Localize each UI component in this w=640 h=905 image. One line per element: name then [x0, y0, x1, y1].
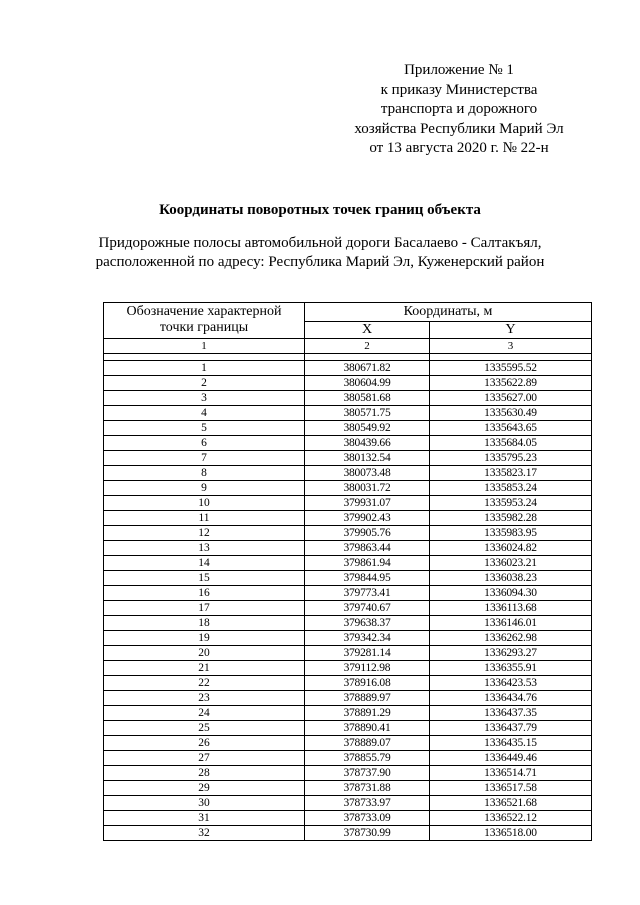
y-coordinate-cell: 1335795.23 — [430, 451, 592, 466]
x-coordinate-cell: 380132.54 — [305, 451, 430, 466]
y-coordinate-cell: 1335630.49 — [430, 406, 592, 421]
y-coordinate-cell: 1336355.91 — [430, 661, 592, 676]
point-number-cell: 6 — [104, 436, 305, 451]
point-number-cell: 20 — [104, 646, 305, 661]
y-coordinate-cell: 1335595.52 — [430, 361, 592, 376]
y-coordinate-cell: 1335953.24 — [430, 496, 592, 511]
y-coordinate-cell: 1336435.15 — [430, 736, 592, 751]
point-number-cell: 15 — [104, 571, 305, 586]
x-coordinate-cell: 379931.07 — [305, 496, 430, 511]
point-number-cell: 11 — [104, 511, 305, 526]
separator-cell — [305, 354, 430, 361]
point-number-cell: 30 — [104, 796, 305, 811]
x-coordinate-cell: 378733.97 — [305, 796, 430, 811]
table-row — [104, 691, 592, 706]
point-number-cell: 16 — [104, 586, 305, 601]
point-number-cell: 8 — [104, 466, 305, 481]
point-number-cell: 1 — [104, 361, 305, 376]
point-column-header — [104, 303, 305, 339]
point-number-cell: 14 — [104, 556, 305, 571]
y-coordinate-cell: 1335853.24 — [430, 481, 592, 496]
column-number: 3 — [430, 339, 592, 354]
point-number-cell: 4 — [104, 406, 305, 421]
table-row — [104, 661, 592, 676]
x-coordinate-cell: 379861.94 — [305, 556, 430, 571]
point-number-cell: 18 — [104, 616, 305, 631]
x-coordinate-cell: 380031.72 — [305, 481, 430, 496]
point-number-cell: 21 — [104, 661, 305, 676]
point-number-cell: 3 — [104, 391, 305, 406]
x-coordinate-cell: 380571.75 — [305, 406, 430, 421]
point-number-cell: 12 — [104, 526, 305, 541]
y-coordinate-cell: 1335643.65 — [430, 421, 592, 436]
y-coordinate-cell: 1335622.89 — [430, 376, 592, 391]
x-coordinate-cell: 379281.14 — [305, 646, 430, 661]
appendix-note — [330, 61, 588, 159]
point-number-cell: 13 — [104, 541, 305, 556]
x-coordinate-cell: 378731.88 — [305, 781, 430, 796]
table-row — [104, 421, 592, 436]
x-coordinate-cell: 378891.29 — [305, 706, 430, 721]
point-number-cell: 7 — [104, 451, 305, 466]
point-number-cell: 26 — [104, 736, 305, 751]
separator-cell — [430, 354, 592, 361]
table-row — [104, 556, 592, 571]
table-row — [104, 571, 592, 586]
point-number-cell: 25 — [104, 721, 305, 736]
coordinates-header: Координаты, м — [305, 303, 592, 322]
table-row — [104, 496, 592, 511]
point-header-line: Обозначение характерной — [126, 304, 282, 319]
point-number-cell: 2 — [104, 376, 305, 391]
x-coordinate-cell: 380549.92 — [305, 421, 430, 436]
table-row — [104, 601, 592, 616]
y-coordinate-cell: 1336423.53 — [430, 676, 592, 691]
y-coordinate-cell: 1335684.05 — [430, 436, 592, 451]
appendix-line: от 13 августа 2020 г. № 22-н — [369, 140, 549, 156]
y-column-header: Y — [430, 322, 592, 339]
table-row — [104, 676, 592, 691]
y-coordinate-cell: 1336437.79 — [430, 721, 592, 736]
y-coordinate-cell: 1336434.76 — [430, 691, 592, 706]
x-coordinate-cell: 378733.09 — [305, 811, 430, 826]
y-coordinate-cell: 1336518.00 — [430, 826, 592, 841]
table-row — [104, 826, 592, 841]
point-number-cell: 17 — [104, 601, 305, 616]
y-coordinate-cell: 1335983.95 — [430, 526, 592, 541]
x-coordinate-cell: 378855.79 — [305, 751, 430, 766]
y-coordinate-cell: 1336437.35 — [430, 706, 592, 721]
appendix-line: Приложение № 1 — [404, 62, 514, 78]
separator-row — [104, 354, 592, 361]
table-row — [104, 511, 592, 526]
point-number-cell: 5 — [104, 421, 305, 436]
table-row — [104, 721, 592, 736]
x-coordinate-cell: 379112.98 — [305, 661, 430, 676]
table-header-row — [104, 303, 592, 322]
y-coordinate-cell: 1336262.98 — [430, 631, 592, 646]
point-number-cell: 9 — [104, 481, 305, 496]
x-coordinate-cell: 380671.82 — [305, 361, 430, 376]
table-row — [104, 466, 592, 481]
document-subtitle — [0, 234, 640, 272]
subtitle-line: расположенной по адресу: Республика Марий Эл, Куженерский район — [95, 254, 545, 270]
point-number-cell: 31 — [104, 811, 305, 826]
x-coordinate-cell: 379902.43 — [305, 511, 430, 526]
x-coordinate-cell: 378890.41 — [305, 721, 430, 736]
x-coordinate-cell: 378916.08 — [305, 676, 430, 691]
x-coordinate-cell: 379863.44 — [305, 541, 430, 556]
x-coordinate-cell: 378730.99 — [305, 826, 430, 841]
table-row — [104, 376, 592, 391]
table-row — [104, 436, 592, 451]
y-coordinate-cell: 1336094.30 — [430, 586, 592, 601]
x-coordinate-cell: 380439.66 — [305, 436, 430, 451]
x-coordinate-cell: 379638.37 — [305, 616, 430, 631]
point-number-cell: 10 — [104, 496, 305, 511]
point-number-cell: 29 — [104, 781, 305, 796]
table-row — [104, 751, 592, 766]
coordinates-table — [103, 302, 592, 841]
point-number-cell: 27 — [104, 751, 305, 766]
x-column-header: X — [305, 322, 430, 339]
y-coordinate-cell: 1336293.27 — [430, 646, 592, 661]
table-row — [104, 406, 592, 421]
appendix-line: к приказу Министерства — [380, 81, 538, 98]
x-coordinate-cell: 378889.07 — [305, 736, 430, 751]
appendix-line: хозяйства Республики Марий Эл — [354, 120, 564, 137]
table-row — [104, 616, 592, 631]
point-number-cell: 22 — [104, 676, 305, 691]
table-row — [104, 451, 592, 466]
y-coordinate-cell: 1336514.71 — [430, 766, 592, 781]
table-row — [104, 736, 592, 751]
table-row — [104, 796, 592, 811]
table-row — [104, 481, 592, 496]
table-row — [104, 811, 592, 826]
table-row — [104, 631, 592, 646]
table-row — [104, 586, 592, 601]
x-coordinate-cell: 378737.90 — [305, 766, 430, 781]
x-coordinate-cell: 380604.99 — [305, 376, 430, 391]
y-coordinate-cell: 1336449.46 — [430, 751, 592, 766]
y-coordinate-cell: 1336517.58 — [430, 781, 592, 796]
x-coordinate-cell: 379740.67 — [305, 601, 430, 616]
separator-cell — [104, 354, 305, 361]
y-coordinate-cell: 1336024.82 — [430, 541, 592, 556]
table-row — [104, 361, 592, 376]
point-number-cell: 24 — [104, 706, 305, 721]
table-row — [104, 766, 592, 781]
point-number-cell: 23 — [104, 691, 305, 706]
point-number-cell: 19 — [104, 631, 305, 646]
table-row — [104, 391, 592, 406]
column-number: 2 — [305, 339, 430, 354]
table-row — [104, 781, 592, 796]
y-coordinate-cell: 1336113.68 — [430, 601, 592, 616]
subtitle-line: Придорожные полосы автомобильной дороги Басалаево - Салтакъял, — [98, 235, 542, 251]
column-number-row — [104, 339, 592, 354]
table-row — [104, 541, 592, 556]
table-row — [104, 526, 592, 541]
y-coordinate-cell: 1335823.17 — [430, 466, 592, 481]
document-title: Координаты поворотных точек границ объекта — [159, 202, 481, 218]
x-coordinate-cell: 378889.97 — [305, 691, 430, 706]
point-header-line: точки границы — [159, 320, 249, 335]
point-number-cell: 32 — [104, 826, 305, 841]
point-number-cell: 28 — [104, 766, 305, 781]
y-coordinate-cell: 1336023.21 — [430, 556, 592, 571]
y-coordinate-cell: 1336522.12 — [430, 811, 592, 826]
x-coordinate-cell: 379773.41 — [305, 586, 430, 601]
x-coordinate-cell: 380073.48 — [305, 466, 430, 481]
appendix-line: транспорта и дорожного — [380, 101, 538, 117]
y-coordinate-cell: 1336038.23 — [430, 571, 592, 586]
x-coordinate-cell: 379905.76 — [305, 526, 430, 541]
x-coordinate-cell: 379844.95 — [305, 571, 430, 586]
x-coordinate-cell: 379342.34 — [305, 631, 430, 646]
y-coordinate-cell: 1336521.68 — [430, 796, 592, 811]
table-row — [104, 706, 592, 721]
x-coordinate-cell: 380581.68 — [305, 391, 430, 406]
y-coordinate-cell: 1335982.28 — [430, 511, 592, 526]
column-number: 1 — [104, 339, 305, 354]
y-coordinate-cell: 1335627.00 — [430, 391, 592, 406]
y-coordinate-cell: 1336146.01 — [430, 616, 592, 631]
table-row — [104, 646, 592, 661]
